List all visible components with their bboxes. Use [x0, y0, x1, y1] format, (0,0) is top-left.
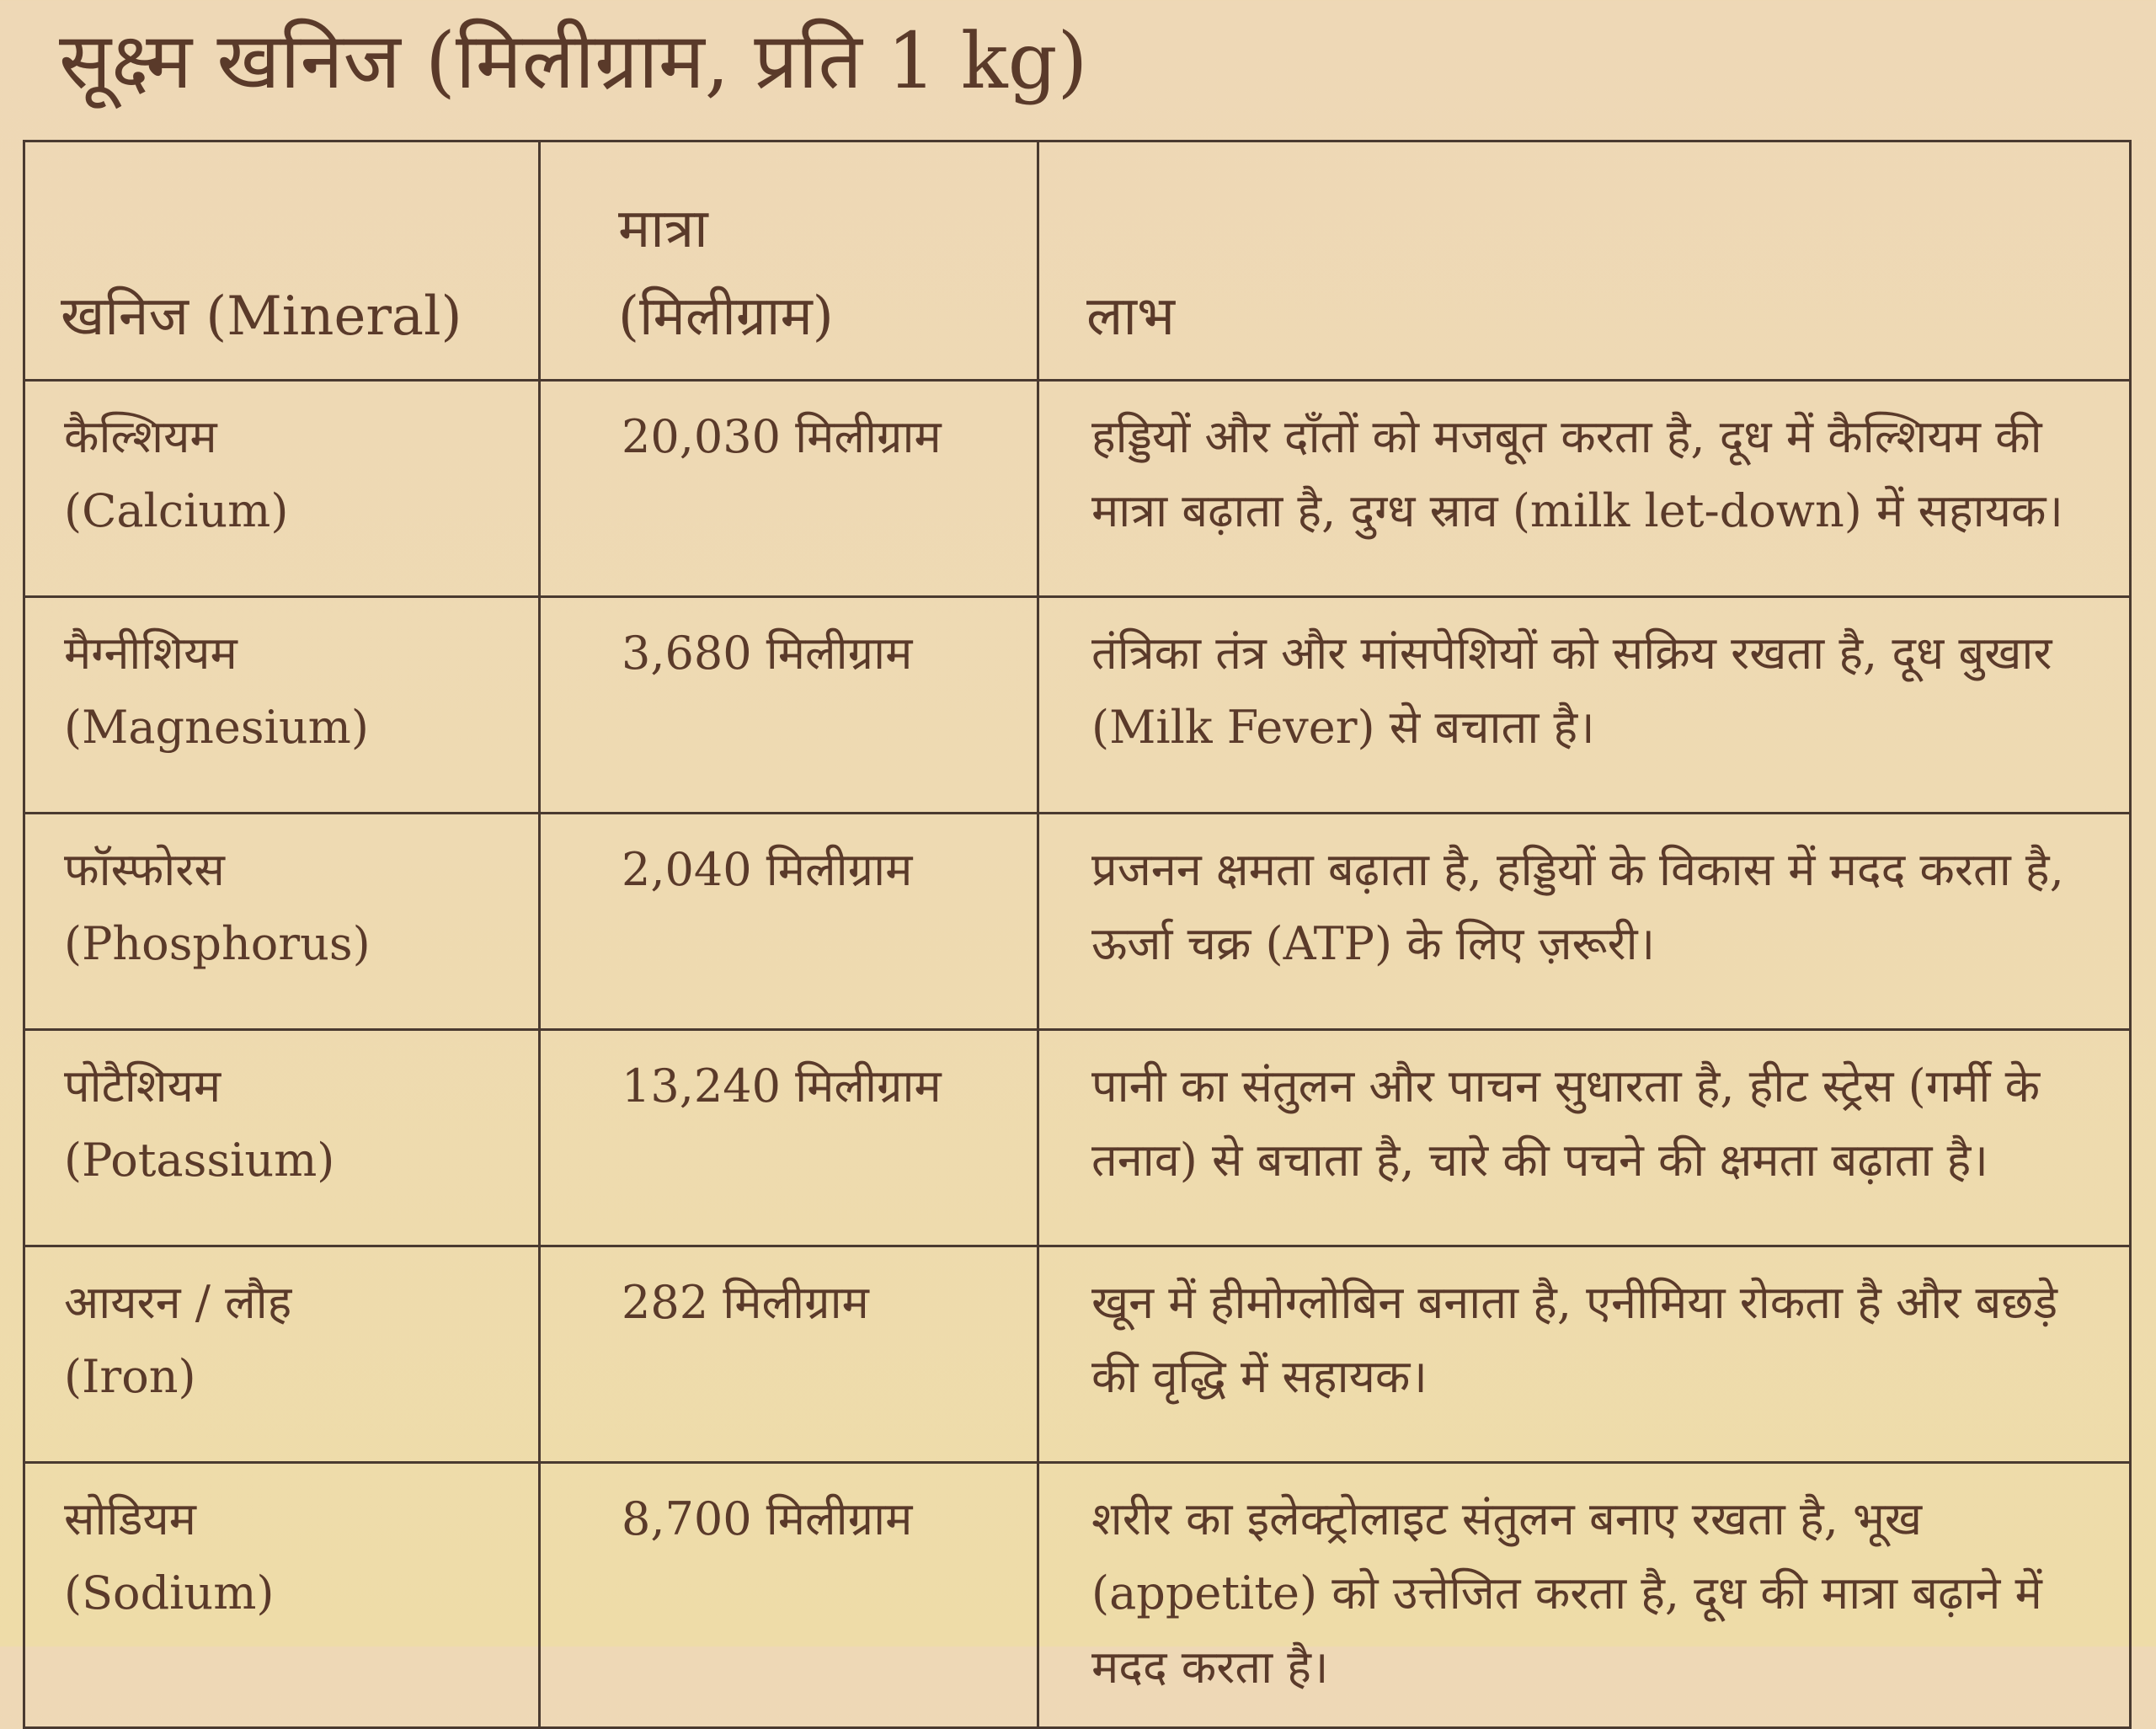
header-benefit	[1038, 141, 2131, 381]
table-row	[24, 1463, 2131, 1728]
mineral-benefit: शरीर का इलेक्ट्रोलाइट संतुलन बनाए रखता है, भूख (appetite) को उत्तेजित करता है, दूध की मात्रा बढ़ाने में मदद करता है।	[1091, 1492, 2042, 1694]
mineral-amount: 8,700 मिलीग्राम	[622, 1492, 913, 1545]
amount-cell	[540, 1246, 1038, 1463]
mineral-amount: 2,040 मिलीग्राम	[622, 843, 913, 896]
mineral-name-english: (Magnesium)	[64, 701, 369, 754]
amount-cell	[540, 597, 1038, 814]
mineral-name-hindi: आयरन / लौह	[64, 1276, 292, 1329]
header-amount-label: मात्रा	[618, 198, 708, 260]
amount-cell	[540, 1463, 1038, 1728]
mineral-benefit: पानी का संतुलन और पाचन सुधारता है, हीट स्ट्रेस (गर्मी के तनाव) से बचाता है, चारे की पचने की क्षमता बढ़ाता है।	[1091, 1059, 2041, 1187]
mineral-amount: 282 मिलीग्राम	[622, 1276, 869, 1329]
header-mineral-label: खनिज (Mineral)	[61, 285, 462, 348]
benefit-cell	[1038, 1463, 2131, 1728]
mineral-benefit: तंत्रिका तंत्र और मांसपेशियों को सक्रिय रखता है, दूध बुखार (Milk Fever) से बचाता है।	[1091, 627, 2052, 754]
benefit-cell	[1038, 814, 2131, 1030]
mineral-amount: 3,680 मिलीग्राम	[622, 627, 913, 680]
mineral-cell	[24, 381, 540, 597]
mineral-name-english: (Iron)	[64, 1350, 196, 1403]
amount-cell	[540, 814, 1038, 1030]
mineral-name-english: (Sodium)	[64, 1566, 275, 1620]
mineral-name-hindi: कैल्शियम	[64, 410, 217, 463]
mineral-amount: 20,030 मिलीग्राम	[622, 410, 942, 463]
header-benefit-label: लाभ	[1086, 285, 1175, 348]
table-header-row	[24, 141, 2131, 381]
table-row	[24, 814, 2131, 1030]
benefit-cell	[1038, 1030, 2131, 1246]
amount-cell	[540, 1030, 1038, 1246]
mineral-cell	[24, 814, 540, 1030]
benefit-cell	[1038, 381, 2131, 597]
table-row	[24, 1030, 2131, 1246]
mineral-amount: 13,240 मिलीग्राम	[622, 1059, 942, 1113]
mineral-cell	[24, 597, 540, 814]
header-mineral	[24, 141, 540, 381]
mineral-cell	[24, 1030, 540, 1246]
mineral-benefit: खून में हीमोग्लोबिन बनाता है, एनीमिया रोकता है और बछड़े की वृद्धि में सहायक।	[1091, 1276, 2058, 1403]
header-amount-unit: (मिलीग्राम)	[618, 285, 834, 348]
mineral-benefit: हड्डियों और दाँतों को मजबूत करता है, दूध में कैल्शियम की मात्रा बढ़ाता है, दुग्ध स्राव (milk let-down) में सहायक।	[1091, 410, 2063, 537]
header-amount	[540, 141, 1038, 381]
table-row	[24, 381, 2131, 597]
mineral-benefit: प्रजनन क्षमता बढ़ाता है, हड्डियों के विकास में मदद करता है, ऊर्जा चक्र (ATP) के लिए ज़रूरी।	[1091, 843, 2064, 970]
minerals-table	[23, 140, 2132, 1729]
amount-cell	[540, 381, 1038, 597]
mineral-name-english: (Phosphorus)	[64, 917, 371, 970]
mineral-name-hindi: पोटैशियम	[64, 1059, 221, 1113]
mineral-name-hindi: सोडियम	[64, 1492, 196, 1545]
mineral-name-english: (Calcium)	[64, 484, 289, 537]
benefit-cell	[1038, 1246, 2131, 1463]
table-row	[24, 1246, 2131, 1463]
mineral-name-hindi: फॉस्फोरस	[64, 843, 225, 896]
page-title: सूक्ष्म खनिज (मिलीग्राम, प्रति 1 kg)	[59, 16, 1088, 106]
mineral-name-hindi: मैग्नीशियम	[64, 627, 237, 680]
table-row	[24, 597, 2131, 814]
mineral-cell	[24, 1463, 540, 1728]
mineral-name-english: (Potassium)	[64, 1134, 335, 1187]
mineral-cell	[24, 1246, 540, 1463]
benefit-cell	[1038, 597, 2131, 814]
